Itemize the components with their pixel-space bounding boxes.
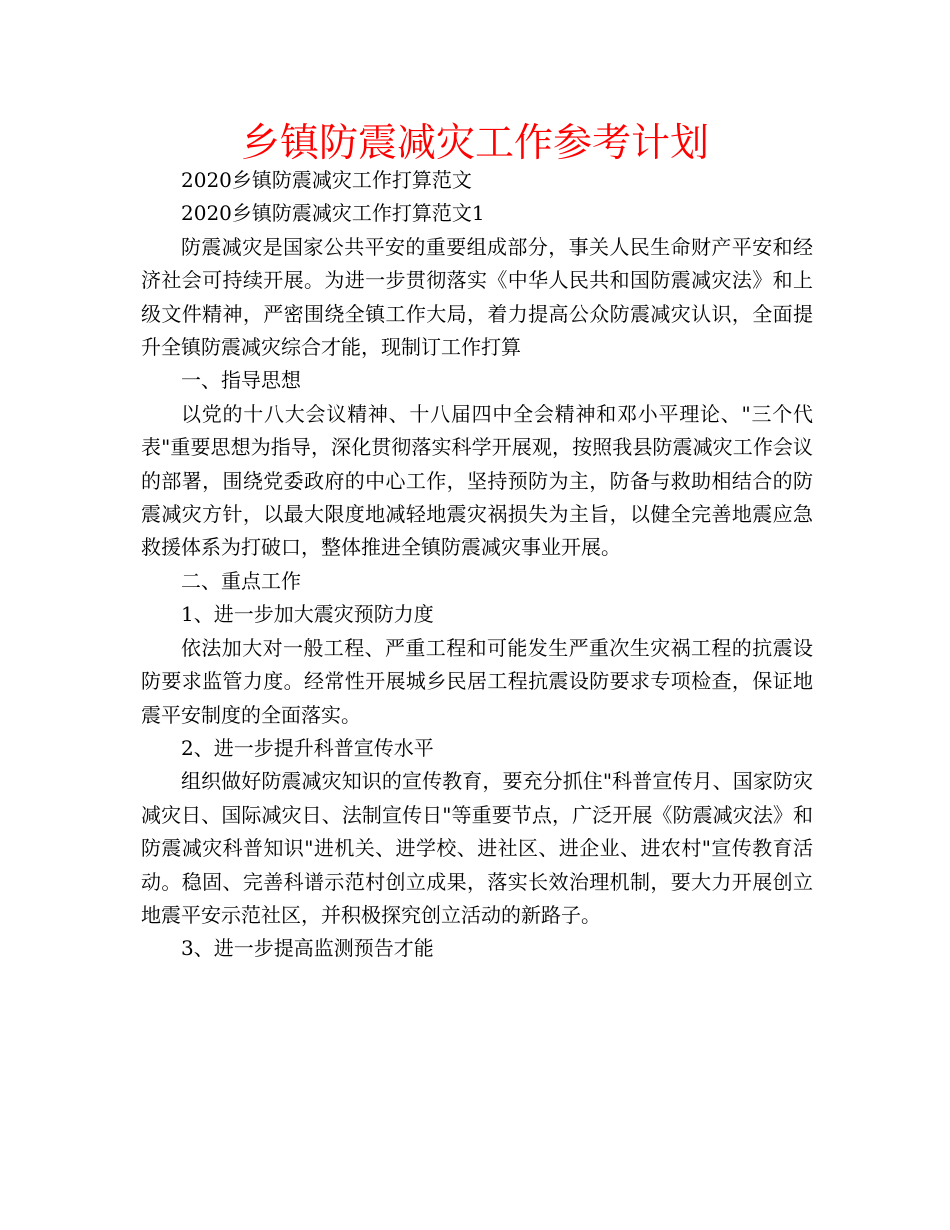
prevention-paragraph: 依法加大对一般工程、严重工程和可能发生严重次生灾祸工程的抗震设防要求监管力度。经常性开展城乡民居工程抗震设防要求专项检查，保证地震平安制度的全面落实。 (141, 635, 813, 727)
document-title: 乡镇防震减灾工作参考计划 (240, 121, 709, 166)
subheading-prevention: 1、进一步加大震灾预防力度 (181, 602, 434, 627)
subheading-monitoring: 3、进一步提高监测预告才能 (181, 936, 434, 961)
intro-paragraph: 防震减灾是国家公共平安的重要组成部分，事关人民生命财产平安和经济社会可持续开展。为进一步贯彻落实《中华人民共和国防震减灾法》和上级文件精神，严密围绕全镇工作大局，着力提高公众防震减灾认识，全面提升全镇防震减灾综合才能，现制订工作打算 (141, 234, 813, 360)
section-heading-key-work: 二、重点工作 (181, 568, 301, 593)
subheading-publicity: 2、进一步提升科普宣传水平 (181, 735, 434, 760)
subtitle-line: 2020乡镇防震减灾工作打算范文 (181, 168, 472, 192)
guiding-ideology-paragraph: 以党的十八大会议精神、十八届四中全会精神和邓小平理论、"三个代表"重要思想为指导，深化贯彻落实科学开展观，按照我县防震减灾工作会议的部署，围绕党委政府的中心工作，坚持预防为主，防备与救助相结合的防震减灾方针，以最大限度地减轻地震灾祸损失为主旨，以健全完善地震应急救援体系为打破口，整体推进全镇防震减灾事业开展。 (141, 401, 813, 560)
section-heading-guiding-ideology: 一、指导思想 (181, 368, 301, 393)
document-body (141, 164, 813, 966)
subtitle-line-numbered: 2020乡镇防震减灾工作打算范文1 (181, 201, 485, 226)
publicity-paragraph: 组织做好防震减灾知识的宣传教育，要充分抓住"科普宣传月、国家防灾减灾日、国际减灾日、法制宣传日"等重要节点，广泛开展《防震减灾法》和防震减灾科普知识"进机关、进学校、进社区、进企业、进农村"宣传教育活动。稳固、完善科谱示范村创立成果，落实长效治理机制，要大力开展创立地震平安示范社区，并积极探究创立活动的新路子。 (141, 769, 813, 927)
